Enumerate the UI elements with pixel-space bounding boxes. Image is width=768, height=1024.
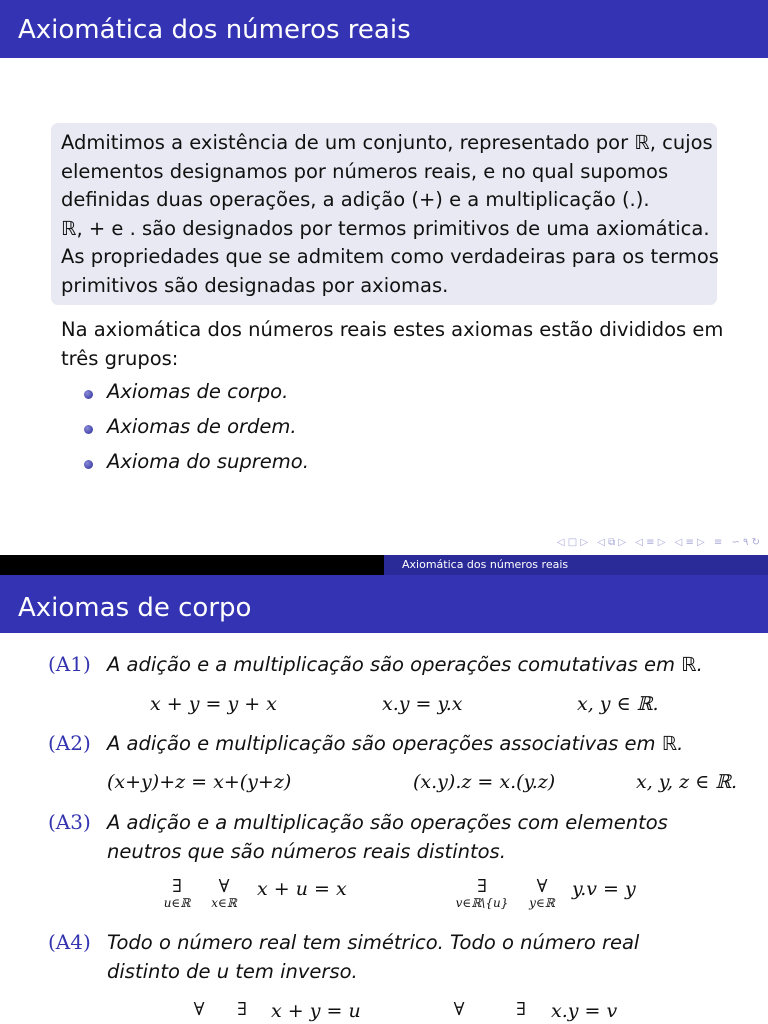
- formula: (x.y).z = x.(y.z): [413, 771, 556, 793]
- axiom-text: Todo o número real tem simétrico. Todo o número real: [107, 931, 640, 954]
- forall-quantifier: ∀: [453, 999, 465, 1020]
- formula: x, y, z ∈ ℝ.: [636, 771, 738, 793]
- nav-slide-icon[interactable]: ◁ □ ▷: [556, 537, 589, 548]
- frame-title: Axiomas de corpo: [18, 593, 252, 623]
- axiom-text: A adição e a multiplicação são operações comutativas em ℝ.: [107, 653, 703, 676]
- formula: x + y = u: [271, 1000, 361, 1022]
- list-item-text: Axiomas de corpo.: [107, 380, 289, 403]
- nav-toc-icon[interactable]: ≡: [713, 537, 723, 548]
- list-item-text: Axiomas de ordem.: [107, 415, 297, 438]
- axiom-text: A adição e multiplicação são operações associativas em ℝ.: [107, 732, 684, 755]
- axiom-text: neutros que são números reais distintos.: [107, 840, 506, 863]
- block-line: Admitimos a existência de um conjunto, representado por ℝ, cujos: [61, 131, 713, 154]
- beamer-navigation-bar[interactable]: [551, 537, 760, 548]
- bullet-icon: [84, 390, 93, 399]
- axiom-label: (A1): [48, 652, 91, 676]
- forall-quantifier: ∀: [193, 999, 205, 1020]
- axiom-label: (A3): [48, 810, 91, 834]
- intro-paragraph: [61, 316, 724, 373]
- block-line: primitivos são designadas por axiomas.: [61, 273, 449, 297]
- formula: (x+y)+z = x+(y+z): [107, 771, 292, 793]
- block-line: ℝ, + e . são designados por termos primitivos de uma axiomática.: [61, 216, 710, 240]
- exists-quantifier: ∃: [516, 999, 526, 1020]
- block-line: As propriedades que se admitem como verdadeiras para os termos: [61, 245, 719, 268]
- headline-section-title: Axiomática dos números reais: [402, 558, 569, 571]
- frame-title-bar: [0, 0, 768, 58]
- block-line: definidas duas operações, a adição (+) e a multiplicação (.).: [61, 188, 650, 211]
- axiom-label: (A4): [48, 930, 91, 954]
- nav-frame-icon[interactable]: ◁ ⧉ ▷: [597, 537, 627, 548]
- nav-search-icon[interactable]: ∽ ۹ ↻: [731, 537, 760, 548]
- list-item-text: Axioma do supremo.: [107, 450, 309, 473]
- axiom-text: distinto de u tem inverso.: [107, 960, 358, 983]
- formula: x.y = y.x: [382, 693, 463, 715]
- axiom-label: (A2): [48, 731, 91, 755]
- bullet-icon: [84, 460, 93, 469]
- formula: x + u = x: [257, 878, 347, 900]
- exists-quantifier: ∃: [237, 999, 247, 1020]
- definition-block: [51, 123, 717, 305]
- frame-title-bar: [0, 575, 768, 633]
- paragraph-line: Na axiomática dos números reais estes axiomas estão divididos em: [61, 318, 724, 341]
- forall-quantifier: ∀ y∈ℝ: [529, 876, 555, 910]
- exists-quantifier: ∃ u∈ℝ: [163, 876, 191, 910]
- exists-quantifier: ∃ v∈ℝ\{u}: [455, 876, 509, 910]
- formula: x + y = y + x: [150, 693, 277, 715]
- bullet-icon: [84, 425, 93, 434]
- axiom-text: A adição e a multiplicação são operações com elementos: [107, 811, 668, 834]
- formula: y.v = y: [572, 878, 636, 900]
- forall-quantifier: ∀ x∈ℝ: [211, 876, 237, 910]
- frame-title: Axiomática dos números reais: [18, 15, 411, 45]
- formula: x, y ∈ ℝ.: [577, 693, 659, 715]
- paragraph-line: três grupos:: [61, 346, 179, 370]
- block-line: elementos designamos por números reais, e no qual supomos: [61, 159, 669, 183]
- nav-section-icon[interactable]: ◁ ≡ ▷: [674, 537, 705, 548]
- formula: x.y = v: [551, 1000, 618, 1022]
- nav-subsection-icon[interactable]: ◁ ≡ ▷: [635, 537, 666, 548]
- slide-2: [0, 555, 768, 1024]
- headline-bar: [0, 555, 768, 575]
